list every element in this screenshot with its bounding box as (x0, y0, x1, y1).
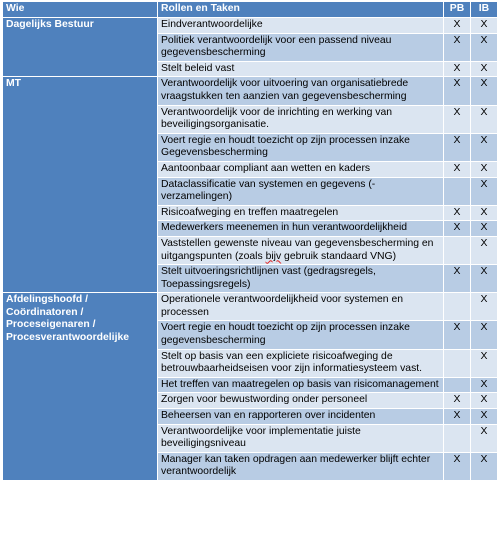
task-cell: Verantwoordelijk voor de inrichting en werking van beveiligingsorganisatie. (158, 105, 444, 133)
task-cell: Manager kan taken opdragen aan medewerker blijft echter verantwoordelijk (158, 452, 444, 480)
pb-cell (444, 177, 471, 205)
ib-cell: X (471, 105, 498, 133)
pb-cell: X (444, 321, 471, 349)
table-row (3, 18, 498, 34)
task-text-misspelled: bijv (265, 250, 282, 262)
task-cell: Voert regie en houdt toezicht op zijn processen inzake gegevensbescherming (158, 321, 444, 349)
ib-cell: X (471, 221, 498, 237)
pb-cell (444, 377, 471, 393)
pb-cell: X (444, 61, 471, 77)
task-cell: Aantoonbaar compliant aan wetten en kaders (158, 161, 444, 177)
header-ib: IB (471, 2, 498, 18)
pb-cell: X (444, 265, 471, 293)
pb-cell (444, 293, 471, 321)
task-cell: Voert regie en houdt toezicht op zijn processen inzake Gegevensbescherming (158, 133, 444, 161)
ib-cell: X (471, 77, 498, 105)
pb-cell (444, 236, 471, 264)
header-rollen: Rollen en Taken (158, 2, 444, 18)
ib-cell: X (471, 349, 498, 377)
task-cell: Dataclassificatie van systemen en gegevens (-verzamelingen) (158, 177, 444, 205)
pb-cell: X (444, 161, 471, 177)
group-label-line: Procesverantwoordelijke (6, 332, 130, 344)
ib-cell: X (471, 452, 498, 480)
task-text: gebruik standaard VNG) (281, 250, 397, 262)
task-cell (158, 236, 444, 264)
task-cell: Verantwoordelijke voor implementatie juiste beveiligingsniveau (158, 424, 444, 452)
group-mt: MT (3, 77, 158, 293)
ib-cell: X (471, 293, 498, 321)
pb-cell: X (444, 33, 471, 61)
ib-cell: X (471, 61, 498, 77)
task-cell: Risicoafweging en treffen maatregelen (158, 205, 444, 221)
header-wie: Wie (3, 2, 158, 18)
pb-cell: X (444, 393, 471, 409)
header-pb: PB (444, 2, 471, 18)
ib-cell: X (471, 177, 498, 205)
group-afdelingshoofd (3, 293, 158, 481)
ib-cell: X (471, 205, 498, 221)
task-cell: Stelt op basis van een expliciete risicoafweging de betrouwbaarheidseisen voor zijn informatiesysteem vast. (158, 349, 444, 377)
ib-cell: X (471, 393, 498, 409)
task-cell: Stelt beleid vast (158, 61, 444, 77)
ib-cell: X (471, 409, 498, 425)
pb-cell (444, 424, 471, 452)
task-cell: Medewerkers meenemen in hun verantwoordelijkheid (158, 221, 444, 237)
pb-cell: X (444, 77, 471, 105)
ib-cell: X (471, 377, 498, 393)
pb-cell: X (444, 18, 471, 34)
ib-cell: X (471, 161, 498, 177)
table-row (3, 293, 498, 321)
table-row (3, 77, 498, 105)
pb-cell: X (444, 221, 471, 237)
task-cell: Beheersen van en rapporteren over incidenten (158, 409, 444, 425)
pb-cell (444, 349, 471, 377)
task-cell: Stelt uitvoeringsrichtlijnen vast (gedragsregels, Toepassingsregels) (158, 265, 444, 293)
task-cell: Verantwoordelijk voor uitvoering van organisatiebrede vraagstukken ten aanzien van gegevensbescherming (158, 77, 444, 105)
ib-cell: X (471, 18, 498, 34)
ib-cell: X (471, 236, 498, 264)
group-label-line: Afdelingshoofd / (6, 294, 88, 306)
task-cell: Eindverantwoordelijke (158, 18, 444, 34)
task-cell: Zorgen voor bewustwording onder personeel (158, 393, 444, 409)
task-text: Vaststellen gewenste niveau van gegevensbescherming en uitgangspunten (zoals (161, 237, 434, 262)
group-dagelijks-bestuur: Dagelijks Bestuur (3, 18, 158, 77)
pb-cell: X (444, 409, 471, 425)
task-cell: Politiek verantwoordelijk voor een passend niveau gegevensbescherming (158, 33, 444, 61)
ib-cell: X (471, 33, 498, 61)
pb-cell: X (444, 205, 471, 221)
task-cell: Het treffen van maatregelen op basis van risicomanagement (158, 377, 444, 393)
pb-cell: X (444, 133, 471, 161)
roles-table (2, 1, 498, 481)
group-label-line: Proceseigenaren / (6, 319, 96, 331)
ib-cell: X (471, 321, 498, 349)
pb-cell: X (444, 452, 471, 480)
task-cell: Operationele verantwoordelijkheid voor systemen en processen (158, 293, 444, 321)
ib-cell: X (471, 265, 498, 293)
header-row (3, 2, 498, 18)
group-label-line: Coördinatoren / (6, 306, 84, 318)
ib-cell: X (471, 424, 498, 452)
ib-cell: X (471, 133, 498, 161)
pb-cell: X (444, 105, 471, 133)
